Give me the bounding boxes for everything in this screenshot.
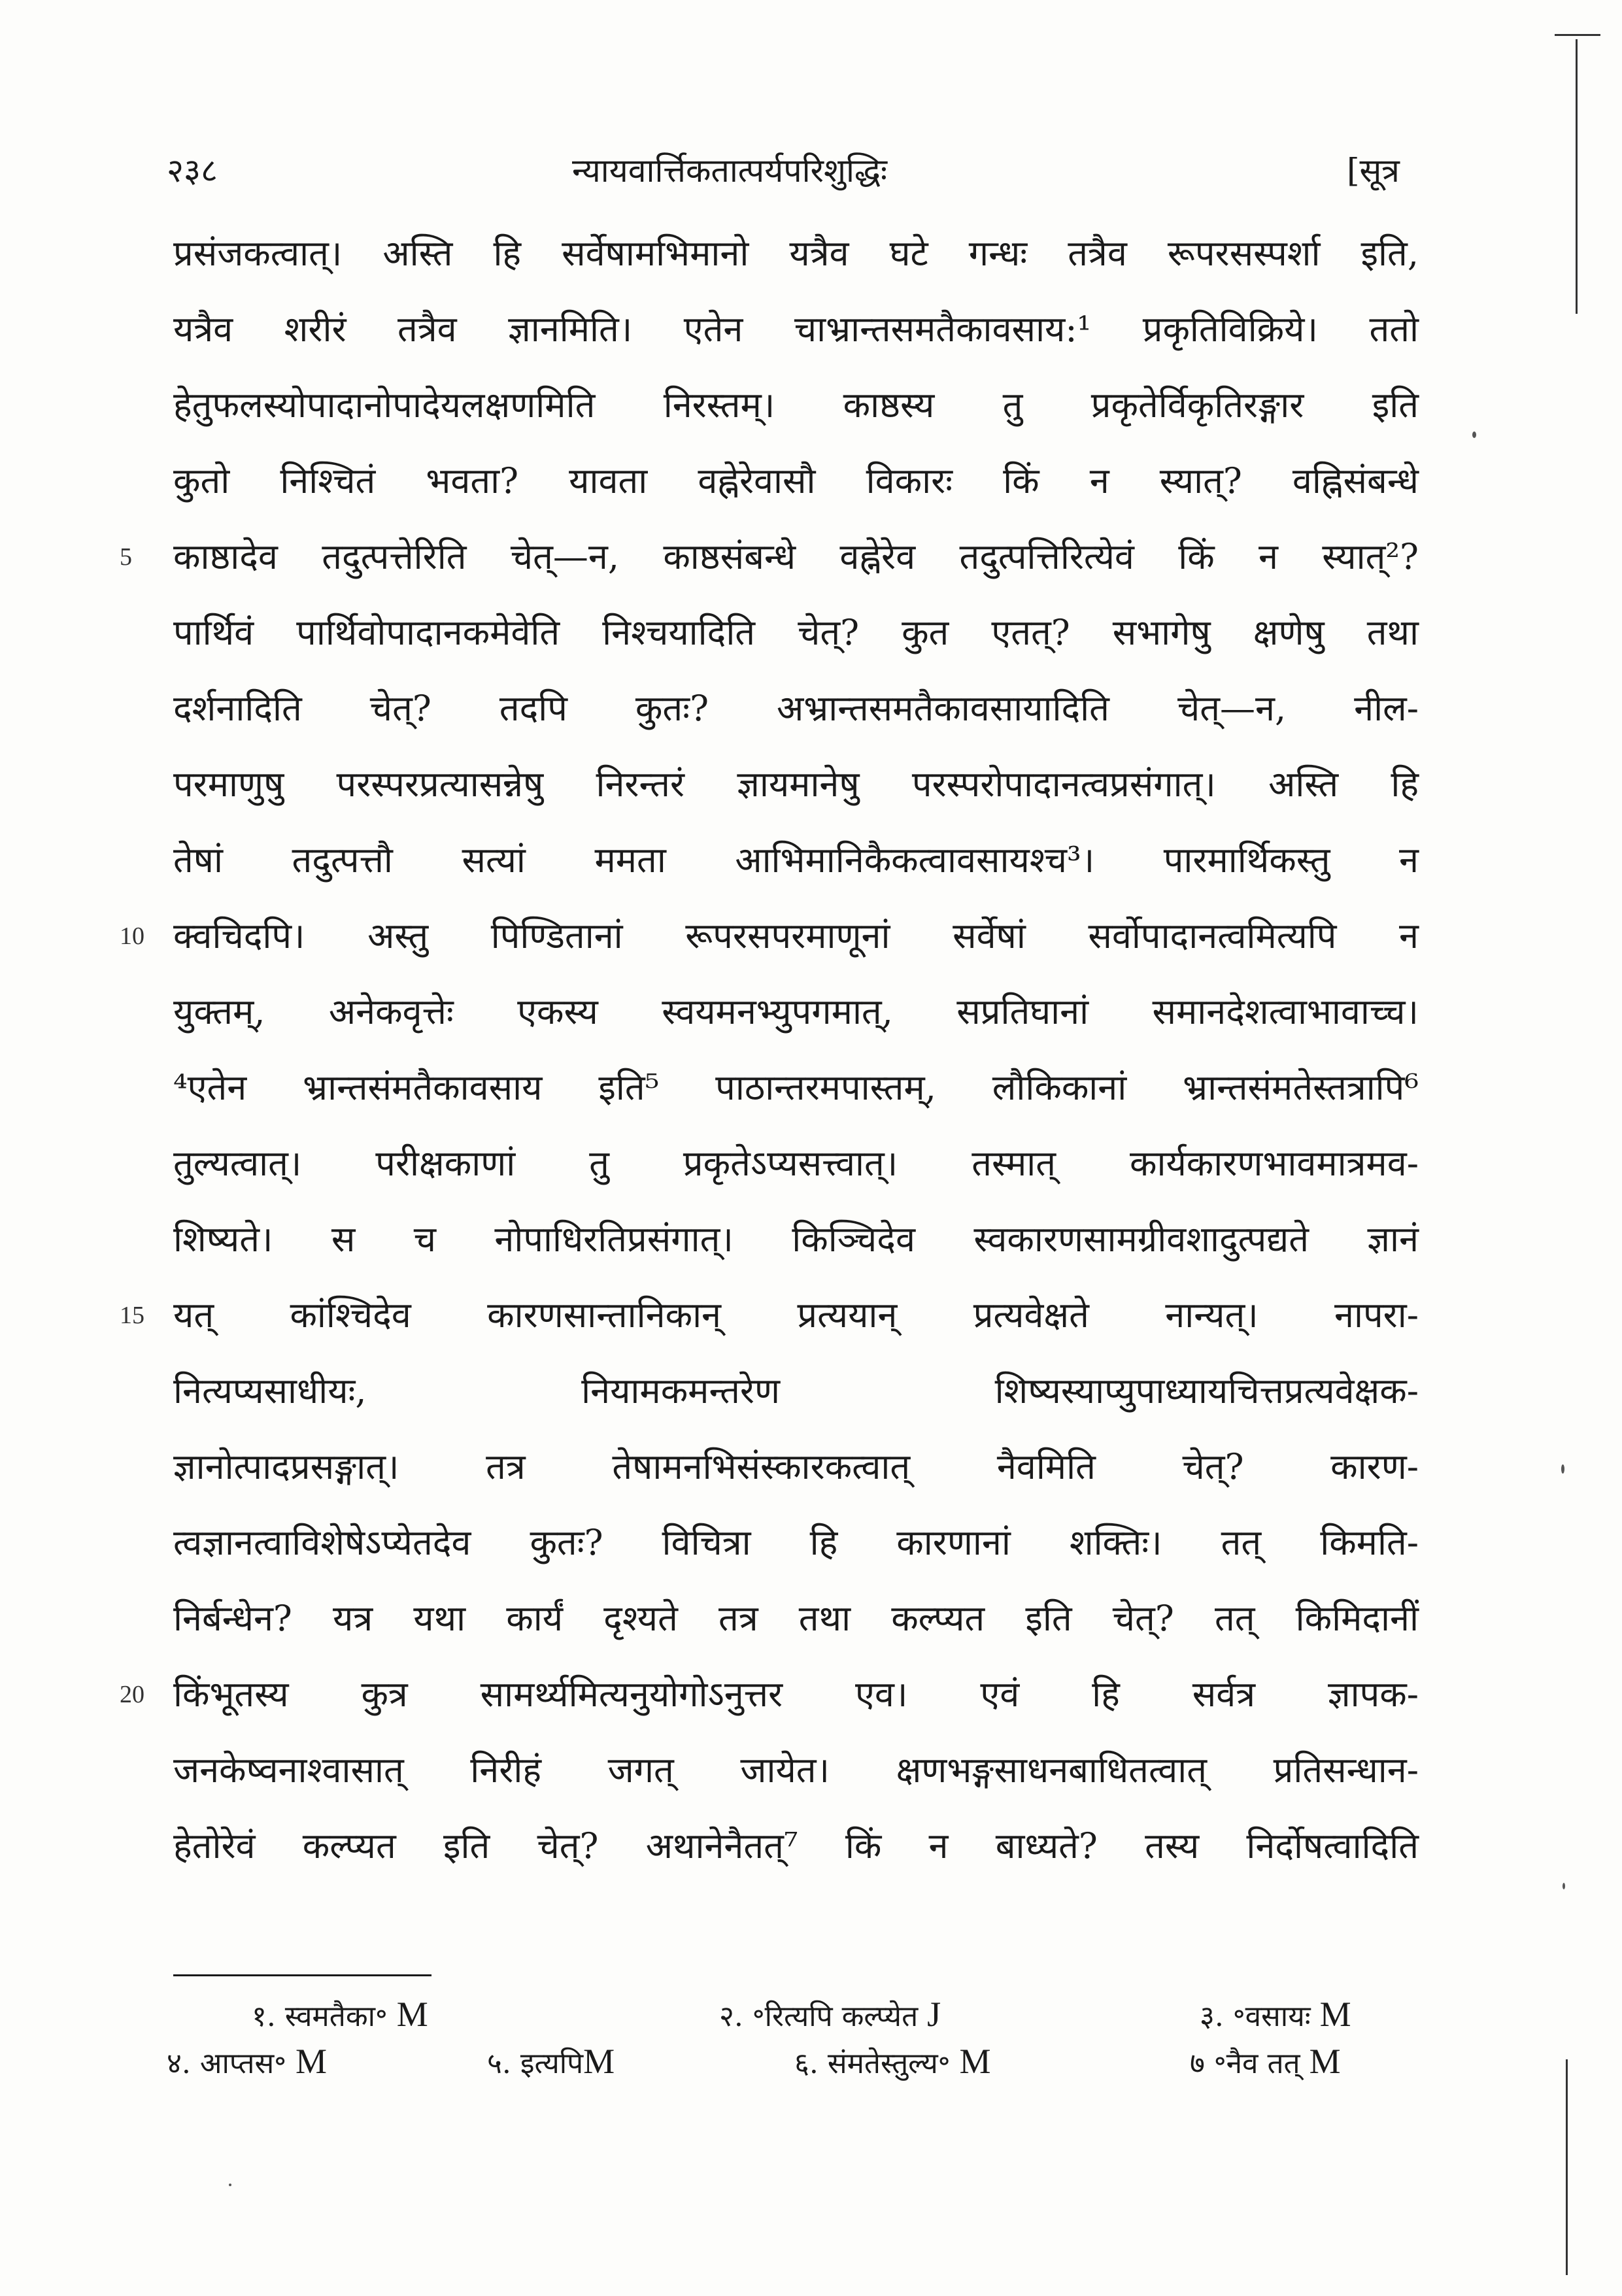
text-line [173,595,1419,671]
line-number: 20 [120,1681,144,1708]
footnote-text: ५. इत्यपि [487,2047,584,2080]
text-line [120,519,1419,595]
section-marker: [सूत्र [1347,152,1400,190]
footnote-siglum: M [396,1995,428,2034]
footnote-4 [167,2041,327,2082]
text-line [120,1277,1419,1353]
line-text: त्वज्ञानत्वाविशेषेऽप्येतदेव कुतः? विचित्रा हि कारणानां शक्तिः। तत् किमति- [173,1522,1419,1563]
footnote-siglum: M [295,2042,327,2081]
footnote-3 [1200,1994,1351,2034]
text-line [120,898,1419,974]
text-line [173,1505,1419,1581]
footnote-rule [173,1974,431,1976]
page-number: २३८ [167,152,218,190]
line-number: 10 [120,922,144,950]
footnote-siglum: M [1319,1995,1351,2034]
text-line [120,1657,1419,1732]
text-line [173,1732,1419,1808]
footnote-1 [252,1994,428,2034]
text-line [173,1429,1419,1505]
footnote-siglum: J [927,1995,941,2034]
footnote-7 [1190,2041,1341,2082]
main-text [120,216,1419,1884]
footnote-6 [794,2041,991,2082]
running-title: न्यायवार्त्तिकतात्पर्यपरिशुद्धिः [572,152,887,190]
scan-speck [229,2184,231,2186]
text-line [173,747,1419,822]
line-text: काष्ठादेव तदुत्पत्तेरिति चेत्—न, काष्ठसंबन्धे वह्नेरेव तदुत्पत्तिरित्येवं किं न स्यात्²? [173,536,1419,577]
running-header [0,141,1622,193]
scan-edge-vertical-lower [1566,2059,1568,2275]
text-line [173,367,1419,443]
footnote-text: ७ ॰नैव तत् [1190,2047,1309,2080]
line-text: परमाणुषु परस्परप्रत्यासन्नेषु निरन्तरं ज्ञायमानेषु परस्परोपादानत्वप्रसंगात्। अस्ति हि [173,764,1419,805]
line-text: ज्ञानोत्पादप्रसङ्गात्। तत्र तेषामनभिसंस्कारकत्वात् नैवमिति चेत्? कारण- [173,1446,1419,1487]
footnote-text: ४. आप्तस॰ [167,2047,296,2080]
line-text: दर्शनादिति चेत्? तदपि कुतः? अभ्रान्तसमतैकावसायादिति चेत्—न, नील- [173,688,1419,729]
footnote-text: ३. ॰वसायः [1200,2000,1320,2033]
line-text: किंभूतस्य कुत्र सामर्थ्यमित्यनुयोगोऽनुत्तर एव। एवं हि सर्वत्र ज्ञापक- [173,1674,1419,1715]
footnote-2 [719,1994,941,2034]
line-text: तुल्यत्वात्। परीक्षकाणां तु प्रकृतेऽप्यसत्त्वात्। तस्मात् कार्यकारणभावमात्रमव- [173,1143,1419,1184]
line-text: निर्बन्धेन? यत्र यथा कार्यं दृश्यते तत्र तथा कल्प्यत इति चेत्? तत् किमिदानीं [173,1598,1419,1639]
line-text: तेषां तदुत्पत्तौ सत्यां ममता आभिमानिकैकत्वावसायश्च³। पारमार्थिकस्तु न [173,839,1419,881]
line-text: यत् कांश्चिदेव कारणसान्तानिकान् प्रत्ययान् प्रत्यवेक्षते नान्यत्। नापरा- [173,1294,1419,1336]
text-line [173,443,1419,519]
line-text: हेतोरेवं कल्प्यत इति चेत्? अथानेनैतत्⁷ किं न बाध्यते? तस्य निर्दोषत्वादिति [173,1825,1419,1866]
footnote-siglum: M [583,2042,615,2081]
text-line [173,1050,1419,1126]
scan-speck [1563,1883,1565,1889]
line-text: जनकेष्वनाश्वासात् निरीहं जगत् जायेत। क्षणभङ्गसाधनबाधितत्वात् प्रतिसन्धान- [173,1749,1419,1791]
text-line [173,671,1419,747]
line-text: हेतुफलस्योपादानोपादेयलक्षणमिति निरस्तम्। काष्ठस्य तु प्रकृतेर्विकृतिरङ्गार इति [173,384,1419,426]
line-text: नित्यप्यसाधीयः, नियामकमन्तरेण शिष्यस्याप्युपाध्यायचित्तप्रत्यवेक्षक- [173,1370,1419,1411]
footnote-siglum: M [959,2042,991,2081]
text-line [173,822,1419,898]
line-text: युक्तम्, अनेकवृत्तेः एकस्य स्वयमनभ्युपगमात्, सप्रतिघानां समानदेशत्वाभावाच्च। [173,991,1419,1032]
line-text: पार्थिवं पार्थिवोपादानकमेवेति निश्चयादिति चेत्? कुत एतत्? सभागेषु क्षणेषु तथा [173,612,1419,653]
line-text: कुतो निश्चितं भवता? यावता वह्नेरेवासौ विकारः किं न स्यात्? वह्निसंबन्धे [173,460,1419,501]
line-number: 5 [120,543,132,571]
footnote-siglum: M [1309,2042,1341,2081]
line-text: ⁴एतेन भ्रान्तसंमतैकावसाय इति⁵ पाठान्तरमपास्तम्, लौकिकानां भ्रान्तसंमतेस्तत्रापि⁶ [173,1067,1419,1108]
text-line [173,1353,1419,1429]
text-line [173,216,1419,292]
text-line [173,1581,1419,1657]
line-text: क्वचिदपि। अस्तु पिण्डितानां रूपरसपरमाणूनां सर्वेषां सर्वोपादानत्वमित्यपि न [173,915,1419,956]
scan-edge-top [1555,34,1600,36]
text-line [173,292,1419,367]
text-line [173,1808,1419,1884]
footnote-text: १. स्वमतैका॰ [252,2000,397,2033]
footnote-5 [487,2041,615,2082]
text-line [173,1126,1419,1202]
text-line [173,974,1419,1050]
line-text: प्रसंजकत्वात्। अस्ति हि सर्वेषामभिमानो यत्रैव घटे गन्धः तत्रैव रूपरसस्पर्शा इति, [173,233,1419,274]
line-text: शिष्यते। स च नोपाधिरतिप्रसंगात्। किञ्चिदेव स्वकारणसामग्रीवशादुत्पद्यते ज्ञानं [173,1219,1419,1260]
footnote-text: २. ॰रित्यपि कल्प्येत [719,2000,928,2033]
scan-speck [1472,431,1476,438]
scan-speck [1561,1464,1564,1474]
line-text: यत्रैव शरीरं तत्रैव ज्ञानमिति। एतेन चाभ्रान्तसमतैकावसाय:¹ प्रकृतिविक्रिये। ततो [173,309,1419,350]
line-number: 15 [120,1302,144,1329]
text-line [173,1202,1419,1277]
footnote-text: ६. संमतेस्तुल्य॰ [794,2047,960,2080]
